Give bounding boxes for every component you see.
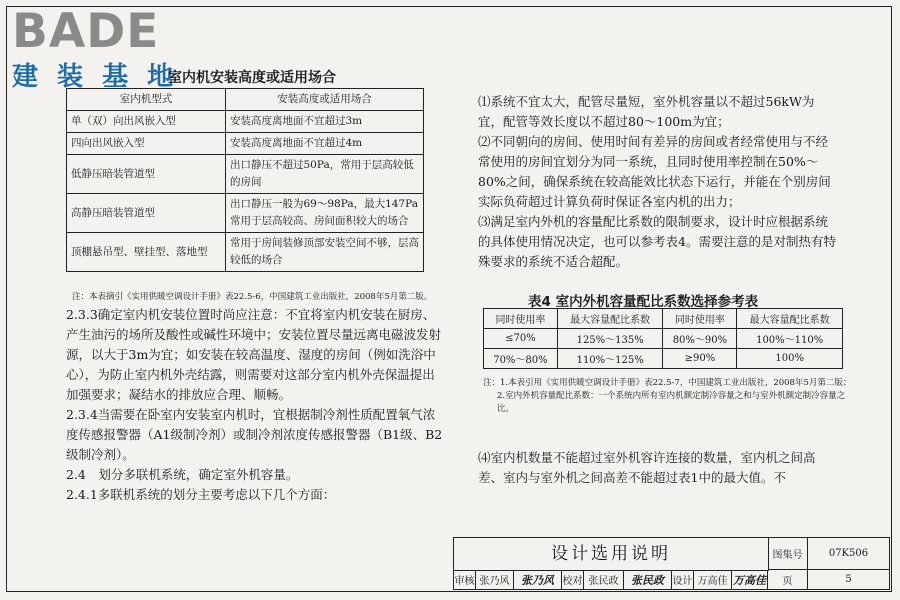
table4-header: 最大容量配比系数 (557, 309, 663, 329)
paragraph: 2.4.1多联机系统的划分主要考虑以下几个方面： (66, 487, 336, 502)
table4-header: 同时使用率 (484, 309, 558, 329)
table-row (67, 233, 424, 272)
table-row (484, 349, 843, 369)
logo-subtitle: 建 装 基 地 (12, 62, 179, 92)
table4-header: 同时使用率 (663, 309, 737, 329)
paragraph: 2.3.3确定室内机安装位置时尚应注意：不宜将室内机安装在厨房、产生油污的场所及酸性或碱性环境中；安装位置尽量远离电磁波发射源，以大于3m为宜；如安装在较高温度、湿度的房间（例如洗浴中心），为防止室内机外壳结露，则需要对这部分室内机外壳保温提出加强要求；凝结水的排放应合理、顺畅。 (66, 307, 442, 402)
table-cell: 100%～110% (737, 329, 843, 349)
capacity-ratio-table (483, 308, 843, 369)
table1-note: 注：本表摘引《实用供暖空调设计手册》表22.5-6，中国建筑工业出版社，2008年5月第二版。 (72, 292, 433, 302)
atlas-number: 07K506 (808, 538, 890, 570)
table-row (67, 194, 424, 233)
reviewer-name: 张乃风 (476, 570, 514, 590)
checker-signature: 张民政 (624, 570, 672, 590)
table-header-row (484, 309, 843, 329)
paragraph: ⑶满足室内外机的容量配比系数的限制要求，设计时应根据系统的具体使用情况决定，也可以参考表4。需要注意的是对制热有特殊要求的系统不适合超配。 (478, 214, 836, 269)
table-cell: 四向出风嵌入型 (67, 133, 226, 155)
table1-header: 安装高度或适用场合 (226, 89, 424, 111)
note-line: 2.室内外机容量配比系数：一个系统内所有室内机额定制冷容量之和与室外机额定制冷容量之比。 (497, 391, 846, 414)
table-cell: 高静压暗装管道型 (67, 194, 226, 233)
paragraph: ⑵不同朝向的房间、使用时间有差异的房间或者经常使用与不经常使用的房间宜划分为同一系统，且同时使用率控制在50%～80%之间，确保系统在较高能效比状态下运行，并能在个别房间实际负荷超过计算负荷时保证各室内机的出力； (478, 134, 831, 209)
reviewer-signature: 张乃风 (514, 570, 562, 590)
table-row (484, 329, 843, 349)
table-cell: 100% (737, 349, 843, 369)
drawing-title: 设计选用说明 (454, 538, 769, 571)
table-cell: 70%～80% (484, 349, 558, 369)
review-label: 审核 (454, 570, 476, 590)
paragraph: ⑴系统不宜太大，配管尽量短，室外机容量以不超过56kW为宜，配管等效长度以不超过80～100m为宜； (478, 94, 815, 129)
table-cell: 常用于房间装修顶部安装空间不够，层高较低的场合 (226, 233, 424, 272)
table4-title: 表4 室内外机容量配比系数选择参考表 (528, 294, 759, 310)
table-cell: 125%～135% (557, 329, 663, 349)
table4-header: 最大容量配比系数 (737, 309, 843, 329)
table-cell: 顶棚悬吊型、壁挂型、落地型 (67, 233, 226, 272)
left-body-text (66, 305, 446, 505)
designer-name: 万高佳 (694, 570, 732, 590)
design-label: 设计 (672, 570, 694, 590)
page-number: 5 (808, 570, 890, 590)
table4-notes (483, 377, 853, 416)
title-block (453, 537, 890, 590)
table-cell: 80%～90% (663, 329, 737, 349)
note-line: 注：1.本表引用《实用供暖空调设计手册》表22.5-7，中国建筑工业出版社，2008年5月第二版； (483, 378, 852, 388)
table1-title: 室内机安装高度或适用场合 (168, 70, 336, 86)
table-cell: ≥90% (663, 349, 737, 369)
table1-header: 室内机型式 (67, 89, 226, 111)
table-cell: 出口静压一般为69～98Pa，最大147Pa常用于层高较高、房间面积较大的场合 (226, 194, 424, 233)
table-cell: 出口静压不超过50Pa，常用于层高较低的房间 (226, 155, 424, 194)
installation-height-table (66, 88, 424, 272)
table-cell: ≤70% (484, 329, 558, 349)
table-cell: 安装高度离地面不宜超过3m (226, 111, 424, 133)
right-body-text (478, 92, 838, 272)
paragraph: ⑷室内机数量不能超过室外机容许连接的数量，室内机之间高差、室内与室外机之间高差不能超过表1中的最大值。不 (478, 450, 816, 485)
page-label: 页 (768, 570, 808, 590)
paragraph: 2.3.4当需要在卧室内安装室内机时，宜根据制冷剂性质配置氧气浓度传感报警器（A1级制冷剂）或制冷剂浓度传感报警器（B1级、B2级制冷剂）。 (66, 407, 443, 462)
check-label: 校对 (562, 570, 584, 590)
bade-logo (8, 4, 183, 92)
table-cell: 单（双）向出风嵌入型 (67, 111, 226, 133)
table-cell: 低静压暗装管道型 (67, 155, 226, 194)
table-cell: 安装高度离地面不宜超过4m (226, 133, 424, 155)
table-row (67, 155, 424, 194)
designer-signature: 万高佳 (732, 570, 768, 590)
table-cell: 110%～125% (557, 349, 663, 369)
atlas-label: 图集号 (768, 538, 808, 570)
checker-name: 张民政 (584, 570, 624, 590)
table-row (67, 133, 424, 155)
logo-text: BADE (12, 4, 160, 59)
table-row (67, 111, 424, 133)
paragraph: 2.4 划分多联机系统，确定室外机容量。 (66, 467, 299, 482)
